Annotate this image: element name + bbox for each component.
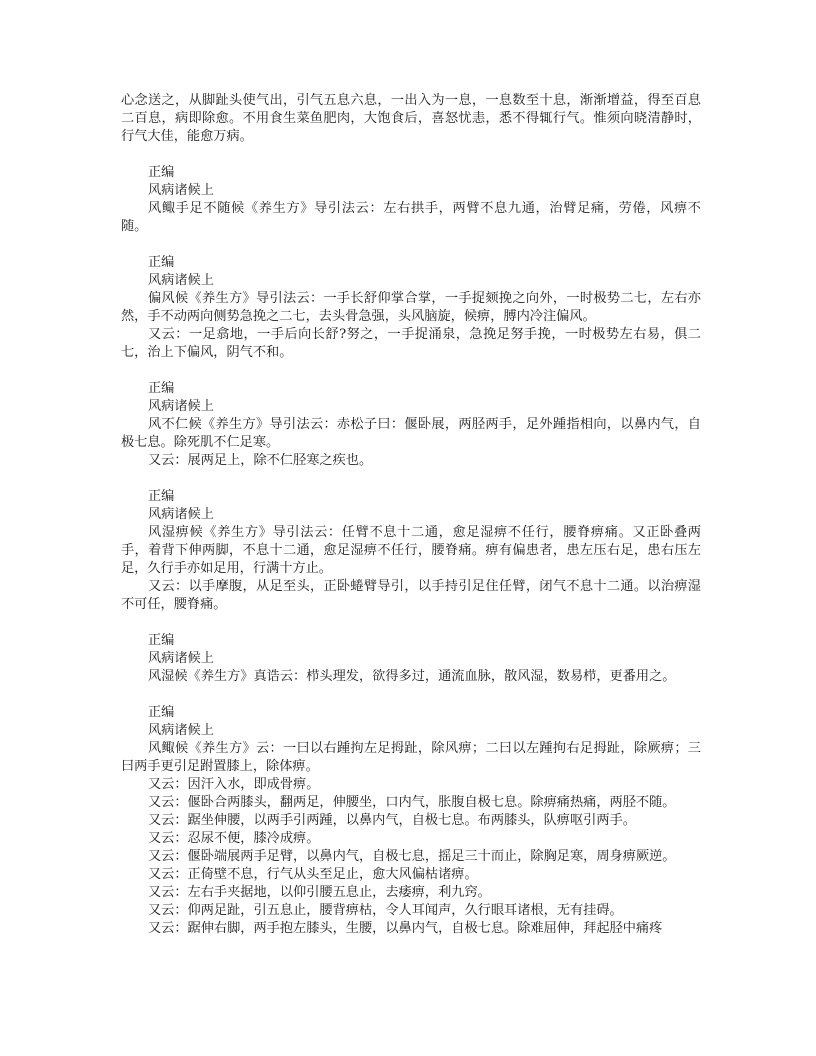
section-paragraph: 又云：一足翕地，一手后向长舒?努之，一手捉涌泉，急挽足努手挽，一时极势左右易，俱二七，治上下偏风，阴气不和。 [121, 327, 701, 360]
section-gap [121, 362, 701, 380]
section-subheading: 风病诸候上 [148, 183, 214, 198]
section-paragraph: 又云：左右手夹据地，以仰引腰五息止，去痿痹，利九窍。 [148, 885, 491, 900]
section-heading: 正编 [148, 255, 175, 270]
document-page [121, 92, 701, 938]
section-2 [121, 254, 701, 362]
section-5 [121, 632, 701, 686]
section-paragraph: 又云：偃卧合两膝头，翻两足，伸腰坐，口内气，胀腹自极七息。除痹痛热痛，两胫不随。 [148, 795, 676, 810]
section-paragraph: 风鲰手足不随候《养生方》导引法云：左右拱手，两臂不息九通，治臂足痛，劳倦，风痹不随。 [121, 201, 701, 234]
section-paragraph: 又云：踞伸右脚，两手抱左膝头，生腰，以鼻内气，自极七息。除难屈伸，拜起胫中痛疼 [148, 921, 663, 936]
section-subheading: 风病诸候上 [148, 273, 214, 288]
section-paragraph: 又云：偃卧端展两手足臂，以鼻内气，自极七息，摇足三十而止，除胸足寒，周身痹厥逆。 [148, 849, 676, 864]
section-gap [121, 146, 701, 164]
section-paragraph: 又云：展两足上，除不仁胫寒之疾也。 [148, 453, 373, 468]
section-paragraph: 又云：仰两足趾，引五息止，腰背痹枯，令人耳闻声，久行眼耳诸根，无有挂碍。 [148, 903, 623, 918]
section-paragraph: 又云：踞坐伸腰，以两手引两踵，以鼻内气，自极七息。布两膝头，队痹呕引两手。 [148, 813, 636, 828]
section-paragraph: 又云：正倚壁不息，行气从头至足止，愈大风偏枯诸痹。 [148, 867, 478, 882]
section-paragraph: 又云：因汗入水，即成骨痹。 [148, 777, 320, 792]
section-subheading: 风病诸候上 [148, 507, 214, 522]
section-paragraph: 风鲰候《养生方》云：一曰以右踵拘左足拇趾，除风痹；二曰以左踵拘右足拇趾，除厥痹；三曰两手更引足跗置膝上，除体痹。 [121, 741, 701, 774]
section-heading: 正编 [148, 381, 175, 396]
section-heading: 正编 [148, 489, 175, 504]
section-subheading: 风病诸候上 [148, 399, 214, 414]
section-heading: 正编 [148, 633, 175, 648]
section-4 [121, 488, 701, 614]
section-paragraph: 风不仁候《养生方》导引法云：赤松子曰：偃卧展，两胫两手，足外踵指相向，以鼻内气，自极七息。除死肌不仁足寒。 [121, 417, 701, 450]
section-gap [121, 614, 701, 632]
section-gap [121, 470, 701, 488]
section-paragraph: 又云：以手摩腹，从足至头，正卧蜷臂导引，以手持引足住任臂，闭气不息十二通。以治痹湿不可任，腰脊痛。 [121, 579, 701, 612]
section-paragraph: 风湿痹候《养生方》导引法云：任臂不息十二通，愈足湿痹不任行，腰脊痹痛。又正卧叠两手，着背下伸两脚，不息十二通，愈足湿痹不任行，腰脊痛。痹有偏患者，患左压右足，患右压左足，久行手亦如足用，行满十方止。 [121, 525, 701, 576]
section-gap [121, 236, 701, 254]
section-3 [121, 380, 701, 470]
intro-paragraph: 心念送之，从脚趾头使气出，引气五息六息，一出入为一息，一息数至十息，渐渐增益，得至百息二百息，病即除愈。不用食生菜鱼肥肉，大饱食后，喜怒忧恚，悉不得辄行气。惟须向晓清静时，行气大佳，能愈万病。 [121, 93, 701, 144]
section-heading: 正编 [148, 165, 175, 180]
section-paragraph: 偏风候《养生方》导引法云：一手长舒仰掌合掌，一手捉颏挽之向外，一时极势二七，左右亦然，手不动两向侧势急挽之二七，去头骨急强，头风脑旋，候痹，膊内冷注偏风。 [121, 291, 701, 324]
section-gap [121, 686, 701, 704]
section-paragraph: 风湿候《养生方》真诰云：栉头理发，欲得多过，通流血脉，散风湿，数易栉，更番用之。 [148, 669, 676, 684]
section-paragraph: 又云：忍尿不便，膝冷成痹。 [148, 831, 320, 846]
section-6 [121, 704, 701, 938]
section-subheading: 风病诸候上 [148, 723, 214, 738]
section-subheading: 风病诸候上 [148, 651, 214, 666]
section-heading: 正编 [148, 705, 175, 720]
section-1 [121, 164, 701, 236]
